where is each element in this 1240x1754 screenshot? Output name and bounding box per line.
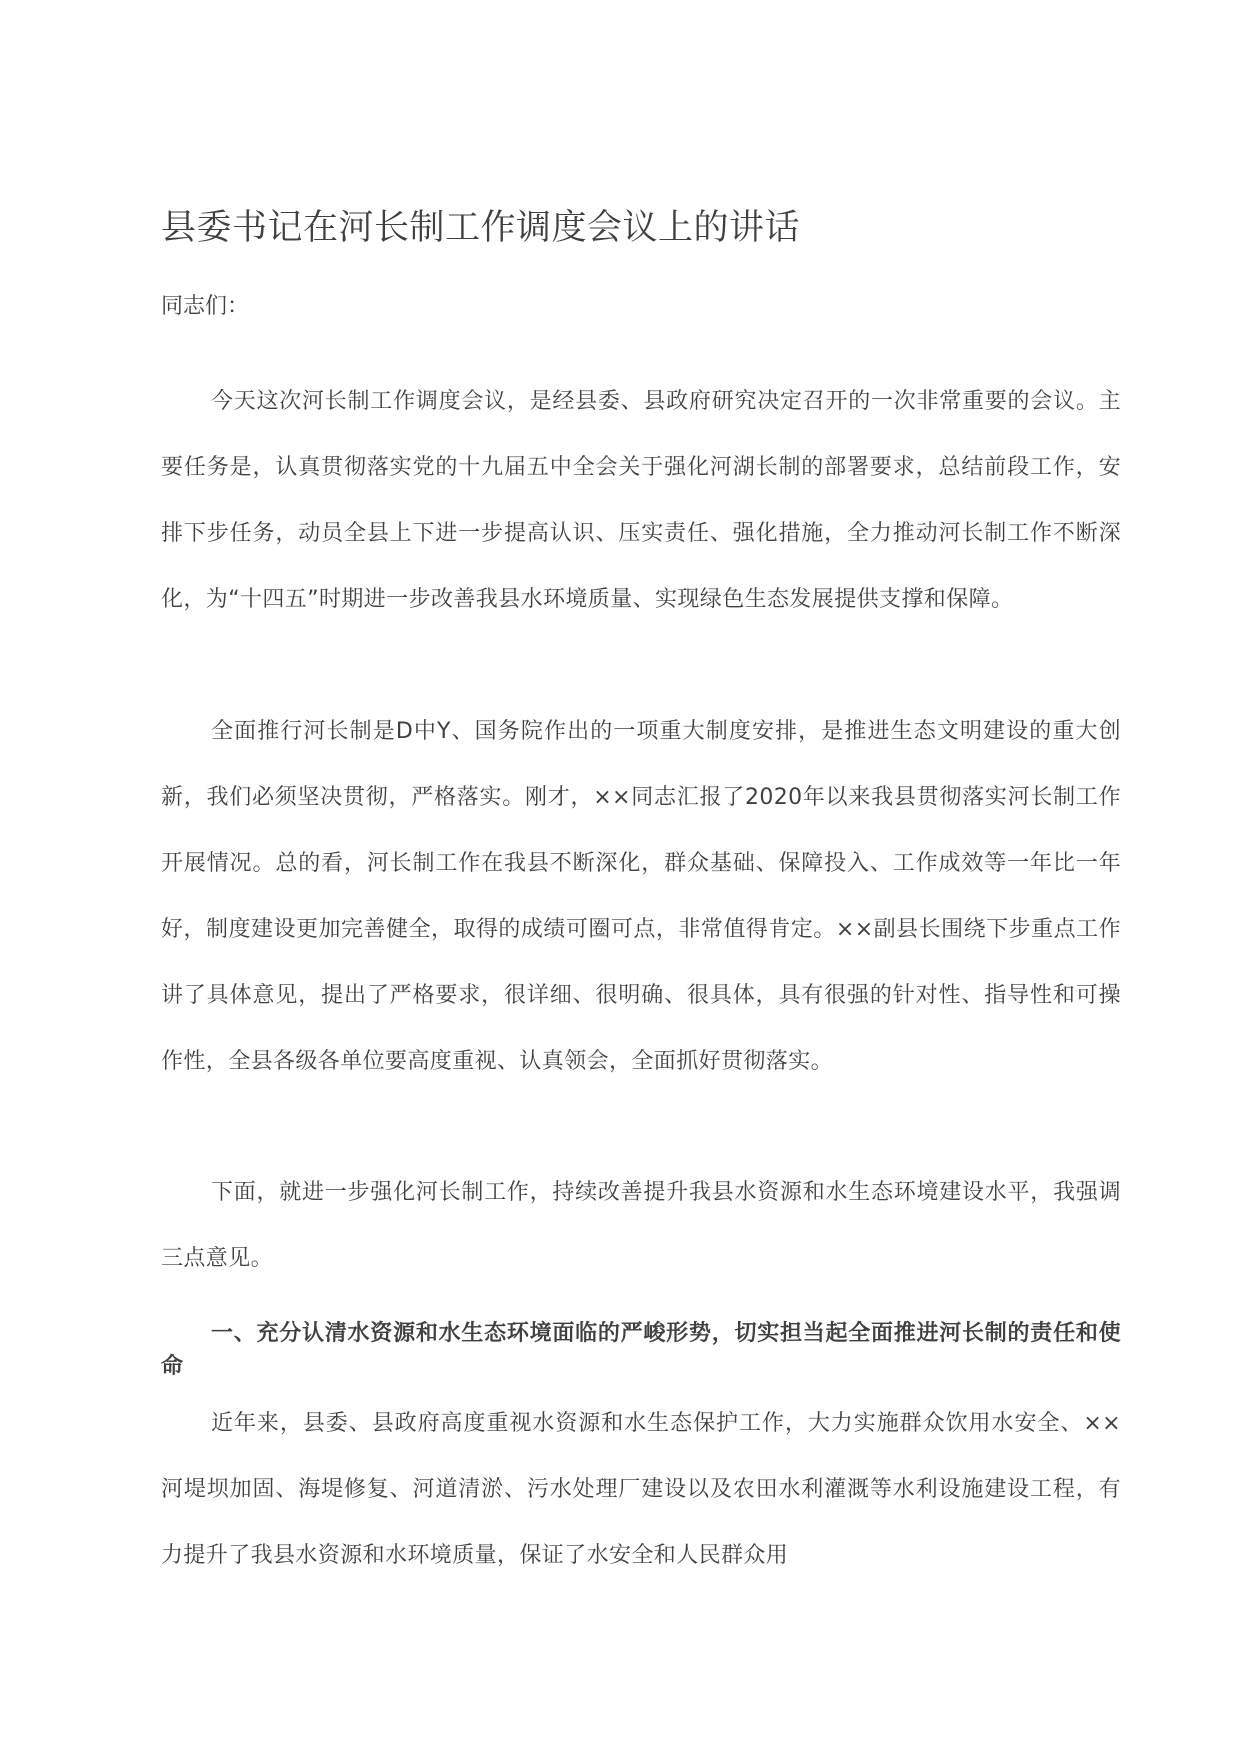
paragraph-1: 今天这次河长制工作调度会议，是经县委、县政府研究决定召开的一次非常重要的会议。主要任务是，认真贯彻落实党的十九届五中全会关于强化河湖长制的部署要求，总结前段工作，安排下步任务，动员全县上下进一步提高认识、压实责任、强化措施，全力推动河长制工作不断深化，为“十四五”时期进一步改善我县水环境质量、实现绿色生态发展提供支撑和保障。 (161, 389, 1121, 612)
paragraph-3: 下面，就进一步强化河长制工作，持续改善提升我县水资源和水生态环境建设水平，我强调三点意见。 (161, 1180, 1121, 1271)
paragraph-4: 近年来，县委、县政府高度重视水资源和水生态保护工作，大力实施群众饮用水安全、××河堤坝加固、海堤修复、河道清淤、污水处理厂建设以及农田水利灌溉等水利设施建设工程，有力提升了我县水资源和水环境质量，保证了水安全和人民群众用 (161, 1411, 1121, 1568)
paragraph-2: 全面推行河长制是D中Y、国务院作出的一项重大制度安排，是推进生态文明建设的重大创新，我们必须坚决贯彻，严格落实。刚才，××同志汇报了2020年以来我县贯彻落实河长制工作开展情况。总的看，河长制工作在我县不断深化，群众基础、保障投入、工作成效等一年比一年好，制度建设更加完善健全，取得的成绩可圈可点，非常值得肯定。××副县长围绕下步重点工作讲了具体意见，提出了严格要求，很详细、很明确、很具体，具有很强的针对性、指导性和可操作性，全县各级各单位要高度重视、认真领会，全面抓好贯彻落实。 (161, 719, 1121, 1074)
document-title: 县委书记在河长制工作调度会议上的讲话 (161, 208, 801, 248)
section-heading-1: 一、充分认清水资源和水生态环境面临的严峻形势，切实担当起全面推进河长制的责任和使命 (161, 1321, 1121, 1379)
salutation: 同志们： (161, 294, 250, 319)
